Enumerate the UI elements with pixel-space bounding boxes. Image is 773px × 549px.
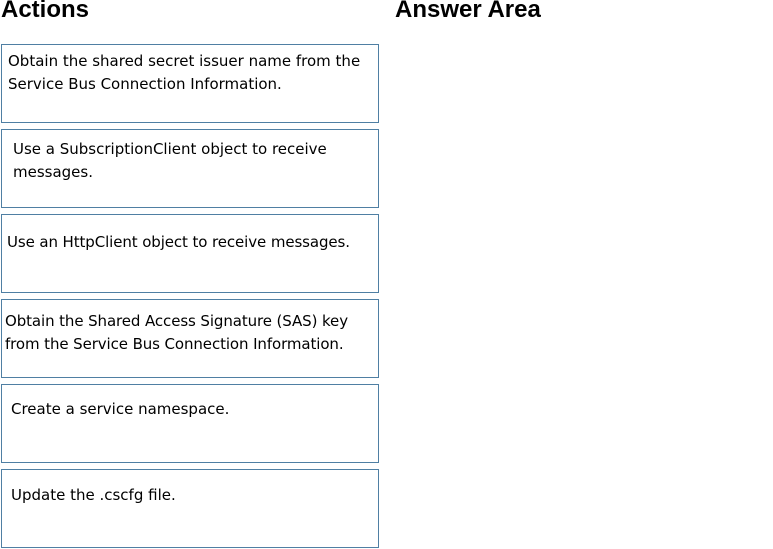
- action-card-text: Use a SubscriptionClient object to receive messages.: [13, 140, 327, 181]
- action-card-obtain-issuer-name[interactable]: [1, 44, 379, 123]
- action-card-use-subscriptionclient[interactable]: [1, 129, 379, 208]
- action-card-text: Use an HttpClient object to receive messages.: [7, 233, 350, 251]
- answer-area-heading: Answer Area: [395, 0, 541, 23]
- action-card-text: Update the .cscfg file.: [11, 486, 176, 504]
- actions-list: [1, 44, 379, 548]
- action-card-obtain-sas-key[interactable]: [1, 299, 379, 378]
- action-card-create-namespace[interactable]: [1, 384, 379, 463]
- answer-area-dropzone[interactable]: [395, 44, 765, 544]
- action-card-use-httpclient[interactable]: [1, 214, 379, 293]
- action-card-text: Create a service namespace.: [11, 400, 230, 418]
- action-card-text: Obtain the shared secret issuer name from the Service Bus Connection Information.: [8, 52, 361, 93]
- actions-heading: Actions: [1, 0, 90, 23]
- action-card-update-cscfg[interactable]: [1, 469, 379, 548]
- action-card-text: Obtain the Shared Access Signature (SAS) key from the Service Bus Connection Information.: [5, 312, 348, 353]
